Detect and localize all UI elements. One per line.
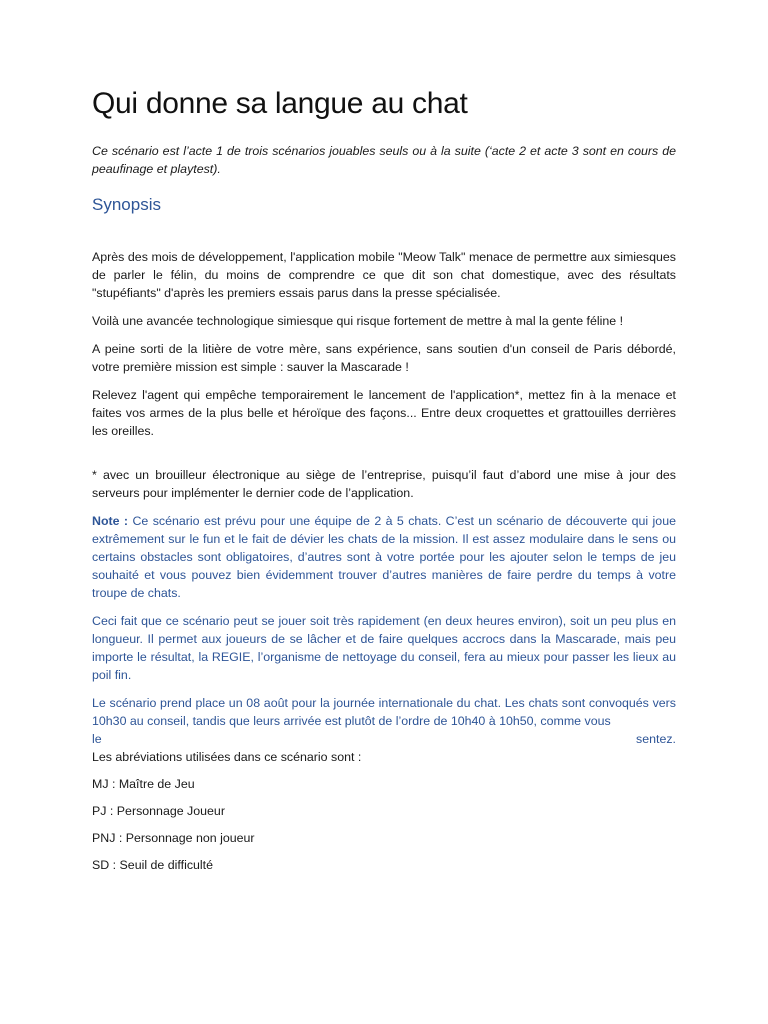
- intro-text: Ce scénario est l’acte 1 de trois scénarios jouables seuls ou à la suite (‘acte 2 et acte 3 sont en cours de peaufinage et playtest).: [92, 144, 676, 176]
- synopsis-paragraph: Après des mois de développement, l'application mobile "Meow Talk" menace de permettre aux simiesques de parler le félin, du moins de comprendre ce que dit son chat domestique, avec des résultats "stupéfiants" d'après les premiers essais parus dans la presse spécialisée.: [92, 250, 676, 301]
- blue-paragraph: Ceci fait que ce scénario peut se jouer soit très rapidement (en deux heures environ), soit un peu plus en longueur. Il permet aux joueurs de se lâcher et de faire quelques accrocs dans la Mascarade, mais peu importe le résultat, la REGIE, l’organisme de nettoyage du conseil, fera au mieux pour passer les lieux au poil fin.: [92, 614, 676, 683]
- last-line-right: sentez.: [636, 732, 676, 747]
- note-label: Note :: [92, 514, 129, 529]
- abbreviation-item: PNJ : Personnage non joueur: [92, 831, 255, 846]
- blue-paragraph: Le scénario prend place un 08 août pour la journée internationale du chat. Les chats sont convoqués vers 10h30 au conseil, tandis que leurs arrivée est plutôt de l’ordre de 10h40 à 10h50, comme vous: [92, 696, 676, 729]
- synopsis-paragraph: Voilà une avancée technologique simiesque qui risque fortement de mettre à mal la gente féline !: [92, 314, 624, 329]
- abbreviation-item: SD : Seuil de difficulté: [92, 858, 213, 873]
- blue-paragraph-last-line: [92, 730, 676, 748]
- footnote: * avec un brouilleur électronique au siège de l’entreprise, puisqu’il faut d’abord une mise à jour des serveurs pour implémenter le dernier code de l’application.: [92, 468, 676, 501]
- abbreviations-intro: Les abréviations utilisées dans ce scénario sont :: [92, 750, 362, 765]
- note-paragraph: [92, 512, 676, 602]
- synopsis-paragraph: Relevez l'agent qui empêche temporairement le lancement de l'application*, mettez fin à la menace et faites vos armes de la plus belle et héroïque des façons... Entre deux croquettes et grattouilles derrières les oreilles.: [92, 388, 676, 439]
- abbreviation-item: MJ : Maître de Jeu: [92, 777, 195, 792]
- note-text: Ce scénario est prévu pour une équipe de 2 à 5 chats. C’est un scénario de découverte qui joue extrêmement sur le fun et le fait de dévier les chats de la mission. Il est assez modulaire dans le sens ou certains obstacles sont obligatoires, d’autres sont à votre portée pour les ajouter selon le temps de jeu souhaité et vous pouvez bien évidemment trouver d’autres manières de faire perdre du temps à votre troupe de chats.: [92, 514, 676, 601]
- last-line-left: le: [92, 732, 102, 747]
- abbreviation-item: PJ : Personnage Joueur: [92, 804, 225, 819]
- synopsis-paragraph: A peine sorti de la litière de votre mère, sans expérience, sans soutien d'un conseil de Paris débordé, votre première mission est simple : sauver la Mascarade !: [92, 342, 676, 375]
- document-title: Qui donne sa langue au chat: [92, 87, 468, 120]
- synopsis-heading: Synopsis: [92, 195, 161, 214]
